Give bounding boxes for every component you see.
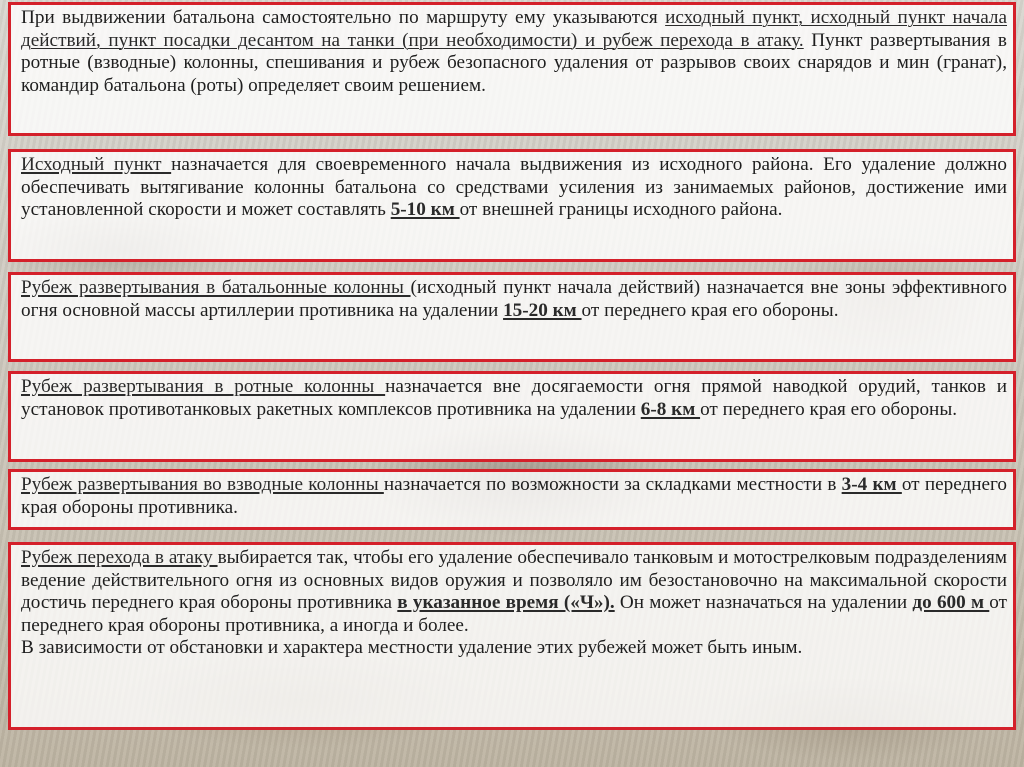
- intro-paragraph: [21, 7, 1007, 97]
- platoon-columns-block: [8, 469, 1016, 530]
- battalion-columns-term: Рубеж развертывания в батальонные колонны: [21, 277, 411, 298]
- platoon-columns-text-1: назначается по возможности за складками местности в: [383, 474, 842, 495]
- assault-line-time: в указанное время («Ч»).: [397, 592, 615, 613]
- platoon-columns-text-2: от переднего края обороны противника.: [21, 474, 1007, 518]
- assault-line-text-3: от переднего края обороны противника, а иногда и более.: [21, 592, 1008, 636]
- assault-line-paragraph: [21, 547, 1007, 637]
- battalion-columns-text-1: (исходный пункт начала действий) назначается вне зоны эффективного огня основной массы артиллерии противника на удалении: [21, 277, 1007, 321]
- platoon-columns-paragraph: [21, 474, 1007, 519]
- company-columns-distance: 6-8 км: [640, 398, 701, 420]
- company-columns-text-2: от переднего края его обороны.: [700, 398, 958, 420]
- battalion-columns-distance: 15-20 км: [503, 299, 582, 321]
- intro-text-2: Пункт развертывания в ротные (взводные) колонны, спешивания и рубеж безопасного удаления от разрывов своих снарядов и мин (гранат), командир батальона (роты) определяет своим решением.: [21, 29, 1007, 96]
- platoon-columns-distance: 3-4 км: [841, 474, 902, 495]
- start-point-text-2: от внешней границы исходного района.: [459, 199, 783, 220]
- company-columns-block: [8, 371, 1016, 462]
- assault-line-distance: до 600 м: [912, 592, 990, 613]
- intro-underlined-points: исходный пункт, исходный пункт начала действий, пункт посадки десантом на танки (при необходимости) и рубеж перехода в атаку.: [21, 7, 1008, 51]
- start-point-text-1: назначается для своевременного начала выдвижения из исходного района. Его удаление должно обеспечивать вытягивание колонны батальона со средствами усиления из занимаемых районов, достижение ими установленной скорости и может составлять: [21, 154, 1007, 220]
- start-point-distance: 5-10 км: [390, 199, 460, 220]
- start-point-block: [8, 149, 1016, 262]
- platoon-columns-term: Рубеж развертывания во взводные колонны: [21, 474, 384, 495]
- company-columns-paragraph: [21, 376, 1007, 421]
- company-columns-term: Рубеж развертывания в ротные колонны: [21, 376, 386, 397]
- battalion-columns-paragraph: [21, 277, 1007, 322]
- intro-block: [8, 2, 1016, 136]
- assault-line-text-1: выбирается так, чтобы его удаление обеспечивало танковым и мотострелковым подразделениям ведение действительного огня из основных видов оружия и позволяло им безостановочно на максимальной скорости достичь переднего края обороны противника: [21, 547, 1007, 613]
- start-point-term: Исходный пункт: [21, 154, 172, 175]
- company-columns-text-1: назначается вне досягаемости огня прямой наводкой орудий, танков и установок противотанковых ракетных комплексов противника на удалении: [21, 376, 1007, 420]
- intro-text-1: При выдвижении батальона самостоятельно по маршруту ему указываются: [21, 7, 666, 28]
- battalion-columns-block: [8, 272, 1016, 362]
- assault-line-term: Рубеж перехода в атаку: [21, 547, 218, 568]
- start-point-paragraph: [21, 154, 1007, 222]
- assault-line-text-2: Он может назначаться на удалении: [614, 592, 913, 613]
- assault-line-conclusion: В зависимости от обстановки и характера местности удаление этих рубежей может быть иным.: [21, 637, 803, 658]
- assault-line-block: [8, 542, 1016, 730]
- battalion-columns-text-2: от переднего края его обороны.: [581, 299, 839, 321]
